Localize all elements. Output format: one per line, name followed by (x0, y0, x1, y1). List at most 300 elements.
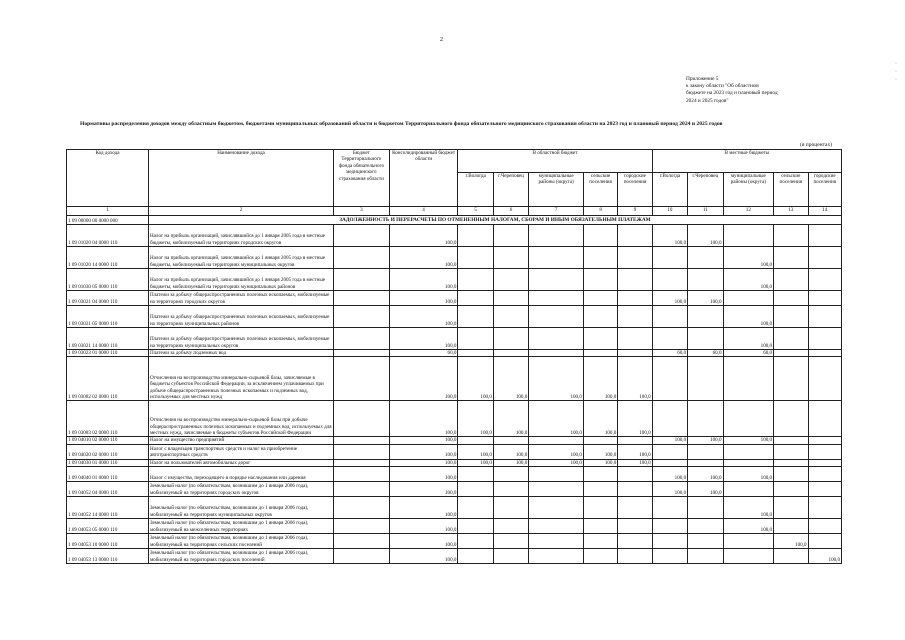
norm-value (723, 459, 774, 466)
norm-value: 100,0 (529, 357, 584, 401)
norm-value (652, 401, 687, 437)
table-row (67, 350, 842, 357)
norm-value (618, 350, 652, 357)
norm-value (458, 519, 493, 534)
norm-value (334, 519, 390, 534)
norm-value (723, 291, 774, 306)
norm-value (774, 437, 808, 444)
norm-value: 100,0 (652, 437, 687, 444)
norm-value: 60,0 (688, 350, 723, 357)
norm-value: 100,0 (774, 534, 808, 549)
norm-value: 100,0 (493, 401, 528, 437)
norm-value (774, 482, 808, 497)
norm-value (583, 225, 617, 247)
column-number: 2 (148, 207, 333, 216)
column-number: 5 (458, 207, 493, 216)
norm-value (529, 225, 584, 247)
header-sub: г.Череповец (493, 173, 528, 207)
table-row (67, 437, 842, 444)
income-name: Платежи за добычу общераспространенных полезных ископаемых, мобилизуемые на территориях муниципальных районов (148, 306, 333, 328)
norm-value (618, 437, 652, 444)
norm-value (688, 534, 723, 549)
table-row (67, 467, 842, 482)
column-number: 1 (67, 207, 149, 216)
appendix-line: бюджете на 2023 год и плановый период (686, 90, 778, 97)
norm-value (583, 467, 617, 482)
norm-value: 100,0 (618, 357, 652, 401)
scan-edge-mark: · · · (895, 61, 897, 83)
norm-value (774, 459, 808, 466)
norm-value (583, 350, 617, 357)
norm-value (618, 306, 652, 328)
norm-value (652, 549, 687, 564)
norm-value (583, 437, 617, 444)
income-name: Земельный налог (по обязательствам, возникшим до 1 января 2006 года), мобилизуемый на территориях сельских поселений (148, 534, 333, 549)
column-number: 7 (529, 207, 584, 216)
table-row (67, 482, 842, 497)
column-number: 8 (583, 207, 617, 216)
norm-value (493, 291, 528, 306)
norm-value (529, 328, 584, 350)
norm-value (618, 497, 652, 519)
norm-value (688, 306, 723, 328)
income-code: 1 09 03083 02 0000 110 (67, 401, 149, 437)
table-row (67, 328, 842, 350)
column-number: 14 (808, 207, 842, 216)
norm-value (808, 444, 842, 459)
norm-value (458, 269, 493, 291)
norm-value (688, 497, 723, 519)
norm-value: 100,0 (723, 269, 774, 291)
income-code: 1 09 04053 13 0000 110 (67, 549, 149, 564)
norm-value (808, 269, 842, 291)
norm-value: 100,0 (389, 357, 458, 401)
norm-value (688, 459, 723, 466)
header-sub: муниципальные районы (округа) (529, 173, 584, 207)
norm-value (583, 291, 617, 306)
norm-value (774, 306, 808, 328)
income-code: 1 09 04020 02 0000 110 (67, 444, 149, 459)
norm-value (334, 401, 390, 437)
column-number: 13 (774, 207, 808, 216)
norm-value (334, 225, 390, 247)
norm-value (334, 357, 390, 401)
income-name: Земельный налог (по обязательствам, возникшим до 1 января 2006 года), мобилизуемый на межселенных территориях (148, 519, 333, 534)
column-number: 11 (688, 207, 723, 216)
income-name: Платежи за добычу общераспространенных полезных ископаемых, мобилизуемые на территориях городских округов (148, 291, 333, 306)
income-code: 1 09 04052 14 0000 110 (67, 497, 149, 519)
norm-value (529, 247, 584, 269)
norm-value: 100,0 (458, 459, 493, 466)
income-code: 1 09 03021 05 0000 110 (67, 306, 149, 328)
norm-value (774, 497, 808, 519)
norm-value (774, 357, 808, 401)
norm-value (493, 497, 528, 519)
norm-value (618, 482, 652, 497)
column-number: 9 (618, 207, 652, 216)
appendix-line: 2024 и 2025 годов" (686, 97, 729, 104)
table-row (67, 534, 842, 549)
income-code: 1 09 04030 01 0000 110 (67, 459, 149, 466)
table-row (67, 269, 842, 291)
norm-value: 100,0 (723, 467, 774, 482)
norm-value: 100,0 (389, 497, 458, 519)
norm-value (458, 225, 493, 247)
norm-value (808, 350, 842, 357)
income-name: Земельный налог (по обязательствам, возникшим до 1 января 2006 года), мобилизуемый на территориях городских поселений (148, 549, 333, 564)
norm-value (618, 247, 652, 269)
income-code: 1 09 04052 04 0000 110 (67, 482, 149, 497)
norm-value (334, 549, 390, 564)
norm-value: 100,0 (688, 225, 723, 247)
norm-value (774, 225, 808, 247)
norm-value (583, 269, 617, 291)
income-name: Отчисления на воспроизводство минерально-сырьевой базы при добыче общераспространенных полезных ископаемых и подземных вод, используемых для местных нужд, зачисляемые в бюджеты субъектов Российской Федерации (148, 401, 333, 437)
income-name: Налог на пользователей автомобильных дорог (148, 459, 333, 466)
norm-value (493, 328, 528, 350)
norm-value (493, 482, 528, 497)
norm-value (583, 519, 617, 534)
appendix-line: Приложение 5 (686, 76, 719, 82)
income-code: 1 09 04040 01 0000 110 (67, 467, 149, 482)
norm-value (493, 269, 528, 291)
norm-value (493, 534, 528, 549)
norm-value: 100,0 (389, 519, 458, 534)
norm-value (458, 437, 493, 444)
norm-value: 100,0 (652, 225, 687, 247)
norm-value (808, 306, 842, 328)
norm-value: 100,0 (688, 467, 723, 482)
income-code: 1 09 04010 02 0000 110 (67, 437, 149, 444)
norm-value (723, 482, 774, 497)
norm-value: 100,0 (389, 467, 458, 482)
norm-value: 100,0 (723, 437, 774, 444)
income-name: Налог на имущество предприятий (148, 437, 333, 444)
norm-value (688, 269, 723, 291)
norm-value: 100,0 (723, 247, 774, 269)
norm-value (493, 247, 528, 269)
header-sub: муниципальные районы (округа) (723, 173, 774, 207)
norm-value (652, 519, 687, 534)
norm-value (688, 444, 723, 459)
appendix-note (686, 76, 846, 105)
norm-value (529, 467, 584, 482)
income-code: 1 09 01020 04 0000 110 (67, 225, 149, 247)
income-name: Налог на прибыль организаций, зачислявшийся до 1 января 2005 года в местные бюджеты, мобилизуемый на территориях городских округов (148, 225, 333, 247)
column-number: 10 (652, 207, 687, 216)
norm-value: 100,0 (723, 519, 774, 534)
norm-value (723, 534, 774, 549)
header-sub: сельские поселения (583, 173, 617, 207)
norm-value (493, 519, 528, 534)
norm-value (774, 269, 808, 291)
norm-value (458, 350, 493, 357)
norm-value: 100,0 (493, 459, 528, 466)
norm-value: 100,0 (618, 444, 652, 459)
norm-value (774, 467, 808, 482)
norm-value (652, 444, 687, 459)
header-sub: г.Череповец (688, 173, 723, 207)
norm-value (652, 247, 687, 269)
norm-value: 100,0 (723, 328, 774, 350)
unit-label: (в процентах) (800, 142, 833, 148)
table-row (67, 225, 842, 247)
document-title: Нормативы распределения доходов между областным бюджетом, бюджетами муниципальных образований области и бюджетом Территориального фонда обязательного медицинского страхования области на 2023 год и плановый период 2024 и 2025 годов (80, 121, 723, 127)
norm-value (583, 306, 617, 328)
norm-value: 100,0 (652, 467, 687, 482)
norm-value: 100,0 (808, 549, 842, 564)
norm-value: 100,0 (389, 444, 458, 459)
norm-value (493, 225, 528, 247)
income-code: 1 09 01030 05 0000 110 (67, 269, 149, 291)
income-code: 1 09 03082 02 0000 110 (67, 357, 149, 401)
norm-value (774, 247, 808, 269)
norm-value: 100,0 (652, 291, 687, 306)
table-row (67, 401, 842, 437)
norm-value (808, 437, 842, 444)
norm-value (458, 467, 493, 482)
norm-value (688, 328, 723, 350)
norm-value: 100,0 (389, 291, 458, 306)
income-code: 1 09 03021 04 0000 110 (67, 291, 149, 306)
norm-value: 100,0 (389, 306, 458, 328)
norm-value: 100,0 (688, 482, 723, 497)
norm-value: 100,0 (723, 306, 774, 328)
header-sub: г.Вологда (652, 173, 687, 207)
norm-value: 100,0 (652, 482, 687, 497)
norm-value (334, 497, 390, 519)
norm-value (334, 247, 390, 269)
norm-value (493, 306, 528, 328)
norm-value (334, 437, 390, 444)
norm-value: 100,0 (389, 482, 458, 497)
norm-value (583, 497, 617, 519)
income-code: 1 09 03021 14 0000 110 (67, 328, 149, 350)
norm-value (774, 291, 808, 306)
norm-value (652, 534, 687, 549)
norm-value (529, 534, 584, 549)
norm-value (774, 350, 808, 357)
norm-value (583, 549, 617, 564)
column-number: 6 (493, 207, 528, 216)
norm-value (493, 350, 528, 357)
income-code: 1 09 01020 14 0000 110 (67, 247, 149, 269)
norm-value (774, 519, 808, 534)
norm-value: 60,0 (723, 350, 774, 357)
norm-value (808, 497, 842, 519)
norm-value (808, 482, 842, 497)
norm-value: 100,0 (458, 357, 493, 401)
norm-value (723, 401, 774, 437)
income-name: Налог с имущества, переходящего в порядке наследования или дарения (148, 467, 333, 482)
norm-value: 60,0 (389, 350, 458, 357)
norm-value (652, 497, 687, 519)
norm-value (493, 437, 528, 444)
norm-value: 100,0 (389, 328, 458, 350)
column-number: 3 (334, 207, 390, 216)
table-row (67, 519, 842, 534)
norm-value: 100,0 (529, 459, 584, 466)
table-row (67, 291, 842, 306)
norm-value (808, 519, 842, 534)
norm-value: 100,0 (583, 401, 617, 437)
norm-value (458, 247, 493, 269)
norm-value: 100,0 (493, 444, 528, 459)
header-consolidated: Консолидированный бюджет области (389, 150, 458, 207)
header-tfoms: Бюджет Территориального фонда обязательного медицинского страхования области (334, 150, 390, 207)
norm-value (652, 459, 687, 466)
norm-value (618, 549, 652, 564)
norm-value: 100,0 (389, 437, 458, 444)
norm-value (529, 497, 584, 519)
norm-value: 100,0 (389, 534, 458, 549)
norm-value (652, 357, 687, 401)
column-number: 12 (723, 207, 774, 216)
norm-value (808, 328, 842, 350)
norm-value (774, 328, 808, 350)
norm-value (723, 357, 774, 401)
norm-value (583, 328, 617, 350)
page-number: 2 (440, 37, 443, 43)
norm-value: 100,0 (688, 437, 723, 444)
income-name: Налог на прибыль организаций, зачислявшийся до 1 января 2005 года в местные бюджеты, мобилизуемый на территориях муниципальных округов (148, 247, 333, 269)
norm-value (618, 534, 652, 549)
norm-value (723, 549, 774, 564)
norm-value (334, 459, 390, 466)
norm-value (334, 269, 390, 291)
norm-value (688, 549, 723, 564)
norm-value (583, 482, 617, 497)
norm-value: 100,0 (618, 401, 652, 437)
norm-value (688, 519, 723, 534)
norm-value (529, 482, 584, 497)
income-name: Платежи за добычу общераспространенных полезных ископаемых, мобилизуемые на территориях муниципальных округов (148, 328, 333, 350)
norm-value: 100,0 (583, 444, 617, 459)
norm-value: 100,0 (529, 444, 584, 459)
norm-value (808, 459, 842, 466)
norm-value (808, 291, 842, 306)
norm-value (458, 291, 493, 306)
norm-value (808, 357, 842, 401)
norm-value (618, 225, 652, 247)
norm-value (529, 306, 584, 328)
norm-value: 100,0 (389, 459, 458, 466)
norm-value (458, 534, 493, 549)
header-sub: городские поселения (808, 173, 842, 207)
income-code: 1 09 04053 10 0000 110 (67, 534, 149, 549)
norm-value (808, 401, 842, 437)
norm-value (688, 357, 723, 401)
norm-value: 100,0 (583, 459, 617, 466)
norm-value (688, 401, 723, 437)
norm-value (618, 328, 652, 350)
income-code: 1 09 04053 05 0000 110 (67, 519, 149, 534)
norm-value (334, 306, 390, 328)
norm-value (583, 247, 617, 269)
norm-value (334, 291, 390, 306)
norm-value (458, 497, 493, 519)
income-name: Земельный налог (по обязательствам, возникшим до 1 января 2006 года), мобилизуемый на территориях городских округов (148, 482, 333, 497)
norm-value (334, 350, 390, 357)
norm-value: 100,0 (389, 225, 458, 247)
income-name: Земельный налог (по обязательствам, возникшим до 1 января 2006 года), мобилизуемый на территориях муниципальных округов (148, 497, 333, 519)
header-sub: городские поселения (618, 173, 652, 207)
header-name: Наименование дохода (148, 150, 333, 207)
norm-value (334, 482, 390, 497)
section-title: ЗАДОЛЖЕННОСТЬ И ПЕРЕРАСЧЕТЫ ПО ОТМЕНЕННЫМ НАЛОГАМ, СБОРАМ И ИНЫМ ОБЯЗАТЕЛЬНЫМ ПЛАТЕЖАМ (148, 216, 841, 225)
norm-value (808, 467, 842, 482)
norm-value (493, 549, 528, 564)
norm-value (774, 549, 808, 564)
header-local-budgets: В местные бюджеты (652, 150, 841, 173)
norm-value (529, 291, 584, 306)
income-name: Налог с владельцев транспортных средств и налог на приобретение автотранспортных средств (148, 444, 333, 459)
norm-value (529, 269, 584, 291)
header-code: Код дохода (67, 150, 149, 207)
norm-value: 100,0 (389, 401, 458, 437)
norm-value (334, 328, 390, 350)
norm-value: 100,0 (723, 497, 774, 519)
norm-value (458, 482, 493, 497)
norm-value: 100,0 (583, 357, 617, 401)
income-name: Платежи за добычу подземных вод (148, 350, 333, 357)
table-row (67, 247, 842, 269)
norm-value (652, 328, 687, 350)
norm-value (458, 328, 493, 350)
section-code: 1 09 00000 00 0000 000 (67, 216, 149, 225)
table-row (67, 306, 842, 328)
income-code: 1 09 03023 01 0000 110 (67, 350, 149, 357)
header-regional-budget: В областной бюджет (458, 150, 652, 173)
norm-value (723, 444, 774, 459)
norm-value (529, 350, 584, 357)
table-row (67, 549, 842, 564)
norm-value: 100,0 (389, 549, 458, 564)
norm-value (458, 549, 493, 564)
appendix-line: к закону области "Об областном (686, 83, 759, 90)
norm-value (529, 519, 584, 534)
norm-value (529, 437, 584, 444)
norm-value (618, 291, 652, 306)
norm-value: 60,0 (652, 350, 687, 357)
norm-value: 100,0 (458, 444, 493, 459)
header-sub: сельские поселения (774, 173, 808, 207)
norm-value (723, 225, 774, 247)
norm-value (334, 534, 390, 549)
norm-value (652, 306, 687, 328)
norm-value: 100,0 (389, 269, 458, 291)
norm-value (688, 247, 723, 269)
income-name: Налог на прибыль организаций, зачислявшийся до 1 января 2005 года в местные бюджеты, мобилизуемый на территориях муниципальных районов (148, 269, 333, 291)
norm-value: 100,0 (529, 401, 584, 437)
norm-value (652, 269, 687, 291)
table-row (67, 444, 842, 459)
norm-value: 100,0 (493, 357, 528, 401)
norm-value (334, 444, 390, 459)
norm-value (774, 444, 808, 459)
table-row (67, 459, 842, 466)
column-number: 4 (389, 207, 458, 216)
norm-value: 100,0 (458, 401, 493, 437)
norms-table (66, 149, 842, 564)
norm-value (334, 467, 390, 482)
norm-value: 100,0 (618, 459, 652, 466)
norm-value (808, 247, 842, 269)
norm-value (493, 467, 528, 482)
norm-value: 100,0 (389, 247, 458, 269)
norm-value (458, 306, 493, 328)
norm-value: 100,0 (688, 291, 723, 306)
